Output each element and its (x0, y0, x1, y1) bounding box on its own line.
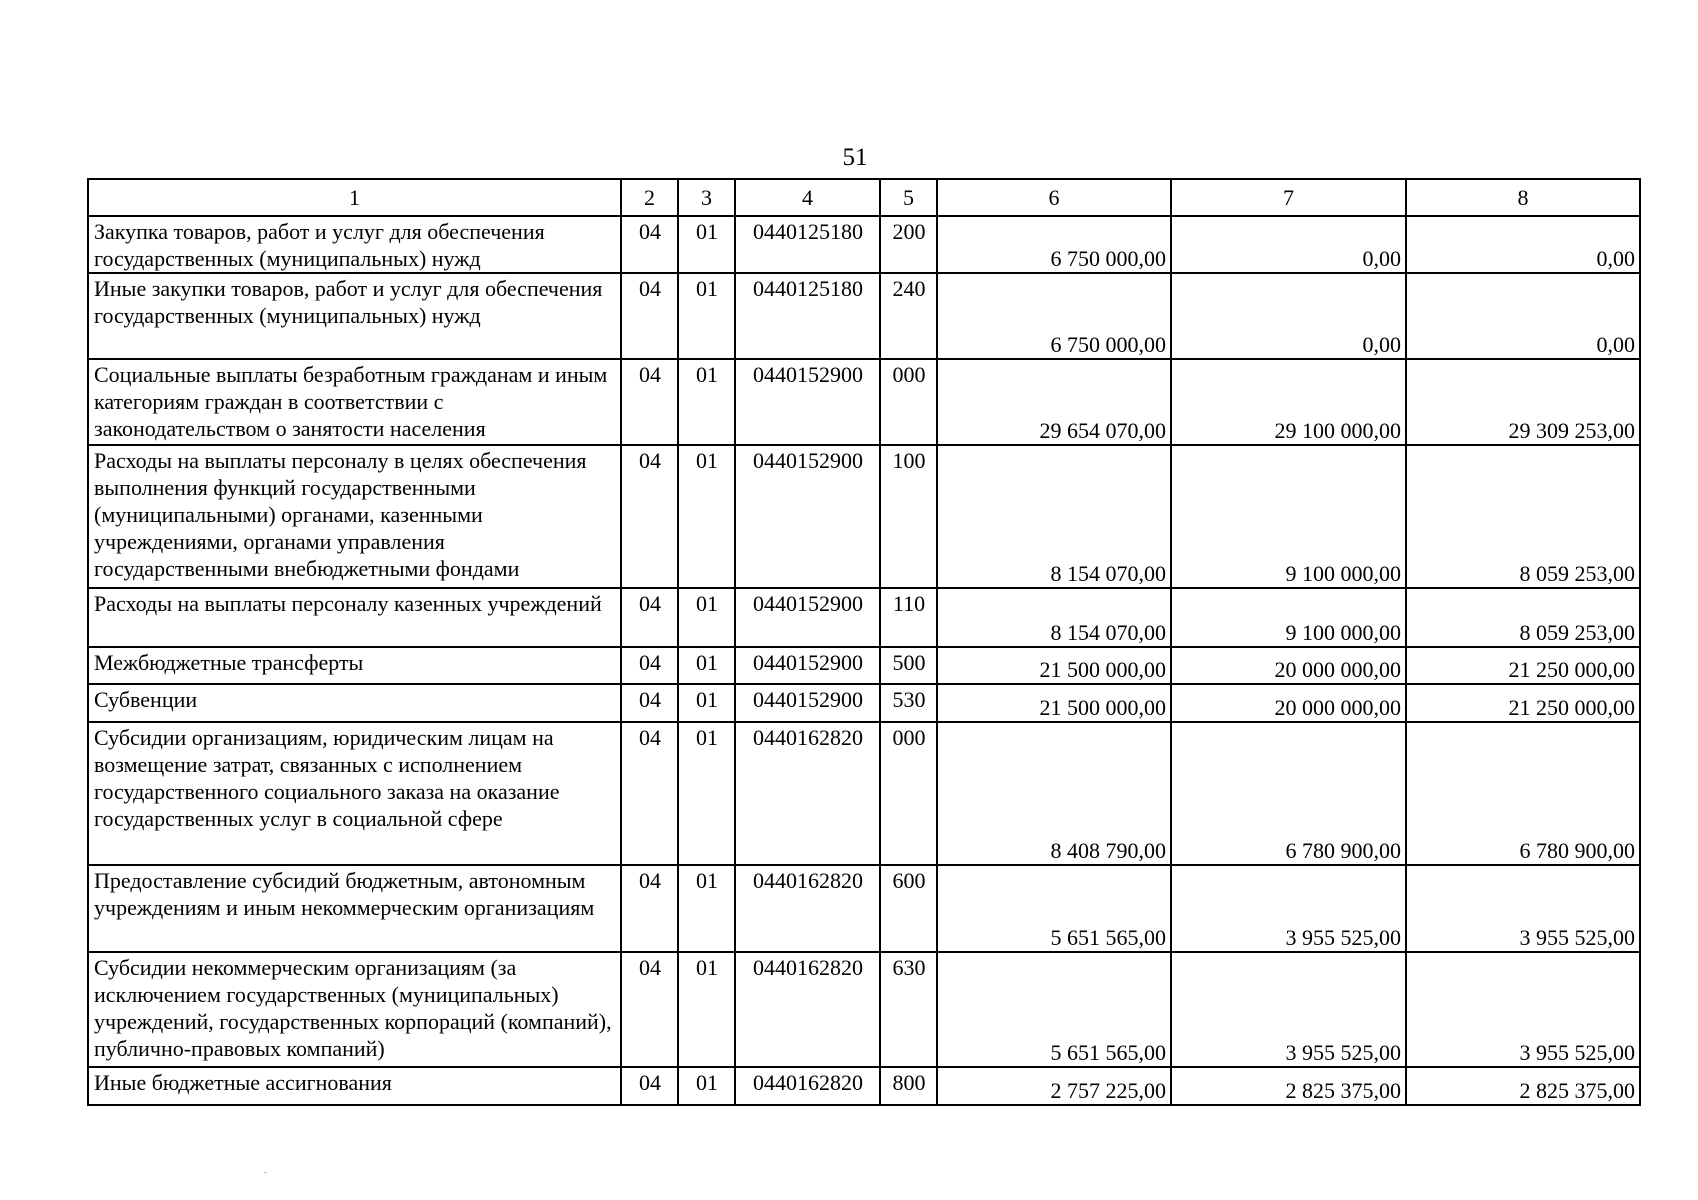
target-article-code: 0440162820 (735, 952, 880, 1067)
header-cell: 3 (678, 179, 735, 216)
header-cell: 7 (1171, 179, 1406, 216)
table-row (88, 273, 1640, 359)
table-row (88, 1067, 1640, 1105)
subsection-code: 01 (678, 359, 735, 445)
amount-col-6: 2 757 225,00 (937, 1067, 1171, 1105)
amount-col-8: 0,00 (1406, 273, 1640, 359)
subsection-code: 01 (678, 865, 735, 952)
row-name: Субсидии организациям, юридическим лицам на возмещение затрат, связанных с исполнением государственного социального заказа на оказание государственных услуг в социальной сфере (88, 722, 621, 865)
header-cell: 2 (621, 179, 678, 216)
row-name: Расходы на выплаты персоналу в целях обеспечения выполнения функций государственными (муниципальными) органами, казенными учреждениями, органами управления государственными внебюджетными фондами (88, 445, 621, 588)
header-row (88, 179, 1640, 216)
target-article-code: 0440125180 (735, 216, 880, 273)
row-name: Социальные выплаты безработным гражданам и иным категориям граждан в соответствии с законодательством о занятости населения (88, 359, 621, 445)
expense-type-code: 100 (880, 445, 937, 588)
subsection-code: 01 (678, 684, 735, 722)
section-code: 04 (621, 1067, 678, 1105)
amount-col-6: 8 154 070,00 (937, 445, 1171, 588)
section-code: 04 (621, 445, 678, 588)
amount-col-8: 21 250 000,00 (1406, 647, 1640, 684)
amount-col-7: 0,00 (1171, 273, 1406, 359)
target-article-code: 0440162820 (735, 1067, 880, 1105)
row-name: Предоставление субсидий бюджетным, автономным учреждениям и иным некоммерческим организациям (88, 865, 621, 952)
row-name: Закупка товаров, работ и услуг для обеспечения государственных (муниципальных) нужд (88, 216, 621, 273)
budget-table (87, 178, 1641, 1106)
amount-col-7: 9 100 000,00 (1171, 588, 1406, 647)
amount-col-6: 6 750 000,00 (937, 273, 1171, 359)
header-cell: 8 (1406, 179, 1640, 216)
table-row (88, 588, 1640, 647)
amount-col-6: 21 500 000,00 (937, 647, 1171, 684)
expense-type-code: 000 (880, 722, 937, 865)
page-number: 51 (842, 144, 868, 171)
amount-col-7: 0,00 (1171, 216, 1406, 273)
amount-col-8: 6 780 900,00 (1406, 722, 1640, 865)
amount-col-7: 2 825 375,00 (1171, 1067, 1406, 1105)
section-code: 04 (621, 359, 678, 445)
table-row (88, 445, 1640, 588)
amount-col-6: 21 500 000,00 (937, 684, 1171, 722)
subsection-code: 01 (678, 216, 735, 273)
amount-col-6: 29 654 070,00 (937, 359, 1171, 445)
subsection-code: 01 (678, 647, 735, 684)
table-row (88, 359, 1640, 445)
expense-type-code: 000 (880, 359, 937, 445)
target-article-code: 0440125180 (735, 273, 880, 359)
amount-col-7: 20 000 000,00 (1171, 647, 1406, 684)
subsection-code: 01 (678, 273, 735, 359)
scan-speck (264, 1172, 267, 1173)
amount-col-8: 29 309 253,00 (1406, 359, 1640, 445)
section-code: 04 (621, 273, 678, 359)
section-code: 04 (621, 647, 678, 684)
expense-type-code: 500 (880, 647, 937, 684)
row-name: Субвенции (88, 684, 621, 722)
table-row (88, 865, 1640, 952)
target-article-code: 0440152900 (735, 647, 880, 684)
expense-type-code: 600 (880, 865, 937, 952)
header-cell: 6 (937, 179, 1171, 216)
section-code: 04 (621, 588, 678, 647)
amount-col-6: 8 408 790,00 (937, 722, 1171, 865)
expense-type-code: 630 (880, 952, 937, 1067)
amount-col-8: 8 059 253,00 (1406, 588, 1640, 647)
target-article-code: 0440162820 (735, 722, 880, 865)
expense-type-code: 800 (880, 1067, 937, 1105)
expense-type-code: 110 (880, 588, 937, 647)
amount-col-7: 6 780 900,00 (1171, 722, 1406, 865)
table-row (88, 684, 1640, 722)
expense-type-code: 530 (880, 684, 937, 722)
subsection-code: 01 (678, 588, 735, 647)
amount-col-8: 8 059 253,00 (1406, 445, 1640, 588)
row-name: Субсидии некоммерческим организациям (за исключением государственных (муниципальных) учреждений, государственных корпораций (компаний), публично-правовых компаний) (88, 952, 621, 1067)
expense-type-code: 200 (880, 216, 937, 273)
target-article-code: 0440162820 (735, 865, 880, 952)
amount-col-6: 5 651 565,00 (937, 952, 1171, 1067)
header-cell: 4 (735, 179, 880, 216)
amount-col-7: 3 955 525,00 (1171, 952, 1406, 1067)
subsection-code: 01 (678, 952, 735, 1067)
expense-type-code: 240 (880, 273, 937, 359)
table-row (88, 647, 1640, 684)
section-code: 04 (621, 216, 678, 273)
amount-col-8: 2 825 375,00 (1406, 1067, 1640, 1105)
subsection-code: 01 (678, 1067, 735, 1105)
amount-col-8: 0,00 (1406, 216, 1640, 273)
section-code: 04 (621, 722, 678, 865)
target-article-code: 0440152900 (735, 588, 880, 647)
header-cell: 1 (88, 179, 621, 216)
amount-col-7: 29 100 000,00 (1171, 359, 1406, 445)
row-name: Иные бюджетные ассигнования (88, 1067, 621, 1105)
amount-col-6: 5 651 565,00 (937, 865, 1171, 952)
amount-col-6: 6 750 000,00 (937, 216, 1171, 273)
subsection-code: 01 (678, 445, 735, 588)
target-article-code: 0440152900 (735, 359, 880, 445)
subsection-code: 01 (678, 722, 735, 865)
table-row (88, 216, 1640, 273)
header-cell: 5 (880, 179, 937, 216)
row-name: Расходы на выплаты персоналу казенных учреждений (88, 588, 621, 647)
table-row (88, 722, 1640, 865)
target-article-code: 0440152900 (735, 684, 880, 722)
section-code: 04 (621, 684, 678, 722)
row-name: Межбюджетные трансферты (88, 647, 621, 684)
section-code: 04 (621, 865, 678, 952)
amount-col-8: 3 955 525,00 (1406, 952, 1640, 1067)
section-code: 04 (621, 952, 678, 1067)
amount-col-8: 21 250 000,00 (1406, 684, 1640, 722)
amount-col-6: 8 154 070,00 (937, 588, 1171, 647)
amount-col-7: 20 000 000,00 (1171, 684, 1406, 722)
amount-col-7: 3 955 525,00 (1171, 865, 1406, 952)
table-row (88, 952, 1640, 1067)
amount-col-7: 9 100 000,00 (1171, 445, 1406, 588)
row-name: Иные закупки товаров, работ и услуг для обеспечения государственных (муниципальных) нужд (88, 273, 621, 359)
amount-col-8: 3 955 525,00 (1406, 865, 1640, 952)
target-article-code: 0440152900 (735, 445, 880, 588)
